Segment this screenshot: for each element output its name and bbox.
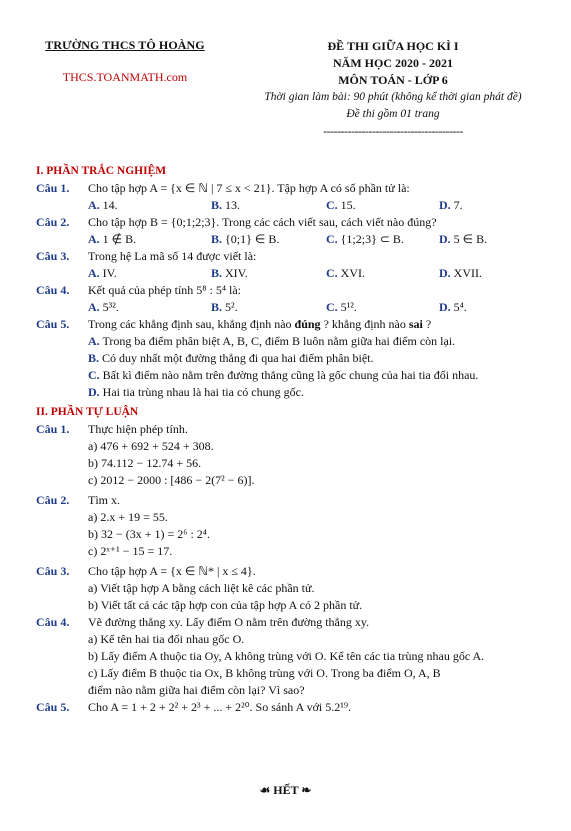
option-letter: C. xyxy=(326,198,338,212)
question-label: Câu 2. xyxy=(36,493,70,507)
option-letter: A. xyxy=(88,232,100,246)
question-text: Cho tập hợp B = {0;1;2;3}. Trong các cách viết sau, cách viết nào đúng? xyxy=(88,215,437,229)
question-label: Câu 5. xyxy=(36,700,70,714)
sub-item: điểm nào nằm giữa hai điểm còn lại? Vì sao? xyxy=(88,683,305,697)
exam-title: ĐỀ THI GIỮA HỌC KÌ I xyxy=(327,39,459,53)
option-letter: D. xyxy=(439,300,451,314)
mc-options-3 xyxy=(36,265,551,282)
word-false: sai xyxy=(408,317,423,331)
question-text: Trong hệ La mã số 14 được viết là: xyxy=(88,249,257,263)
statement-d xyxy=(36,384,551,401)
sub-item: b) 74.112 − 12.74 + 56. xyxy=(88,456,202,470)
sub-item: b) Lấy điểm A thuộc tia Oy, A không trùng với O. Kể tên các tia trùng nhau gốc A. xyxy=(88,649,485,663)
option-letter: C. xyxy=(326,266,338,280)
option-letter: D. xyxy=(439,266,451,280)
option-letter: C. xyxy=(88,368,100,382)
option-letter: B. xyxy=(211,232,223,246)
question-label: Câu 3. xyxy=(36,249,70,263)
question-label: Câu 4. xyxy=(36,615,70,629)
word-true: đúng xyxy=(294,317,321,331)
option-text: 5⁴. xyxy=(453,300,467,314)
statement-b xyxy=(36,350,551,367)
essay-question-5 xyxy=(36,699,551,716)
question-label: Câu 1. xyxy=(36,181,70,195)
essay-question-4 xyxy=(36,614,551,631)
question-text xyxy=(36,316,551,333)
question-text-part: Trong các khẳng định sau, khẳng định nào xyxy=(88,317,295,331)
question-text: Thực hiện phép tính. xyxy=(88,422,188,436)
question-text: Vẽ đường thẳng xy. Lấy điểm O nằm trên đường thẳng xy. xyxy=(88,615,370,629)
question-label: Câu 1. xyxy=(36,422,70,436)
option-text: 15. xyxy=(340,198,356,212)
option-text: 5¹². xyxy=(340,300,357,314)
question-label: Câu 3. xyxy=(36,564,70,578)
option-c xyxy=(326,265,365,282)
essay-question-3 xyxy=(36,563,551,580)
option-text: {0;1} ∈ B. xyxy=(225,232,280,246)
option-text: IV. xyxy=(102,266,117,280)
option-b xyxy=(211,265,248,282)
mc-question-1 xyxy=(36,180,551,197)
statement-text: Hai tia trùng nhau là hai tia có chung gốc. xyxy=(102,385,304,399)
option-a xyxy=(88,231,136,248)
option-text: 14. xyxy=(102,198,118,212)
question-text: Kết quả của phép tính 5⁸ : 5⁴ là: xyxy=(88,283,241,297)
statement-c xyxy=(36,367,551,384)
option-letter: D. xyxy=(439,198,451,212)
option-letter: B. xyxy=(211,266,223,280)
option-b xyxy=(211,299,238,316)
sub-item: a) 2.x + 19 = 55. xyxy=(88,510,168,524)
ornament-left-icon: ☙ xyxy=(259,783,271,797)
sub-item: a) 476 + 692 + 524 + 308. xyxy=(88,439,214,453)
header-left xyxy=(30,38,220,85)
subject-title: MÔN TOÁN - LỚP 6 xyxy=(338,73,448,87)
time-note: Thời gian làm bài: 90 phút (không kể thời gian phát đề) xyxy=(264,91,522,103)
option-text: 1 ∉ B. xyxy=(102,232,137,246)
option-d xyxy=(439,299,467,316)
option-text: {1;2;3} ⊂ B. xyxy=(340,232,404,246)
question-text: Tìm x. xyxy=(88,493,120,507)
option-letter: A. xyxy=(88,300,100,314)
sub-item: b) 32 − (3x + 1) = 2⁶ : 2⁴. xyxy=(88,527,210,541)
question-label: Câu 4. xyxy=(36,283,70,297)
option-letter: A. xyxy=(88,198,100,212)
sub-item: c) 2012 − 2000 : [486 − 2(7² − 6)]. xyxy=(88,473,255,487)
header-divider: ---------------------------------------- xyxy=(323,124,463,138)
question-text: Cho tập hợp A = {x ∈ ℕ | 7 ≤ x < 21}. Tập hợp A có số phần tử là: xyxy=(88,181,410,195)
pages-note: Đề thi gồm 01 trang xyxy=(346,108,440,120)
question-text-part: ? xyxy=(422,317,432,331)
option-c xyxy=(326,231,404,248)
option-text: XIV. xyxy=(225,266,248,280)
sub-item: c) Lấy điểm B thuộc tia Ox, B không trùng với O. Trong ba điểm O, A, B xyxy=(88,666,441,680)
option-a xyxy=(88,299,119,316)
exam-content xyxy=(36,163,551,716)
mc-question-4 xyxy=(36,282,551,299)
header-right xyxy=(238,38,548,140)
mc-options-1 xyxy=(36,197,551,214)
option-letter: D. xyxy=(439,232,451,246)
option-a xyxy=(88,265,117,282)
option-text: 5². xyxy=(225,300,238,314)
question-text-part: ? khẳng định nào xyxy=(320,317,409,331)
statement-text: Bất kì điểm nào nằm trên đường thẳng cũng là gốc chung của hai tia đối nhau. xyxy=(102,368,479,382)
essay-question-2 xyxy=(36,492,551,509)
option-c xyxy=(326,299,357,316)
option-letter: A. xyxy=(88,266,100,280)
statement-text: Có duy nhất một đường thẳng đi qua hai điểm phân biệt. xyxy=(102,351,374,365)
website-label: THCS.TOANMATH.com xyxy=(62,70,188,84)
sub-item: c) 2ˣ⁺¹ − 15 = 17. xyxy=(88,544,173,558)
statement-a xyxy=(36,333,551,350)
school-year: NĂM HỌC 2020 - 2021 xyxy=(333,56,453,70)
option-text: XVII. xyxy=(453,266,482,280)
option-letter: A. xyxy=(88,334,100,348)
option-letter: C. xyxy=(326,300,338,314)
option-c xyxy=(326,197,356,214)
option-d xyxy=(439,265,482,282)
option-letter: D. xyxy=(88,385,100,399)
option-letter: B. xyxy=(211,300,223,314)
question-text: Cho tập hợp A = {x ∈ ℕ* | x ≤ 4}. xyxy=(88,564,256,578)
section-essay-title: II. PHẦN TỰ LUẬN xyxy=(36,406,139,418)
mc-question-2 xyxy=(36,214,551,231)
option-text: 5³². xyxy=(102,300,119,314)
option-letter: C. xyxy=(326,232,338,246)
option-d xyxy=(439,231,487,248)
statement-text: Trong ba điểm phân biệt A, B, C, điểm B luôn nằm giữa hai điểm còn lại. xyxy=(102,334,456,348)
option-text: 5 ∈ B. xyxy=(453,232,488,246)
option-letter: B. xyxy=(88,351,100,365)
question-text: Cho A = 1 + 2 + 2² + 2³ + ... + 2²⁰. So sánh A với 5.2¹⁹. xyxy=(88,700,352,714)
question-label: Câu 2. xyxy=(36,215,70,229)
question-label: Câu 5. xyxy=(36,317,70,331)
option-text: 13. xyxy=(225,198,241,212)
mc-question-5 xyxy=(36,316,551,333)
ornament-right-icon: ❧ xyxy=(301,783,312,797)
school-name: TRƯỜNG THCS TÔ HOÀNG xyxy=(45,38,205,52)
option-letter: B. xyxy=(211,198,223,212)
sub-item: a) Viết tập hợp A bằng cách liệt kê các phần tử. xyxy=(88,581,315,595)
end-marker xyxy=(0,783,571,798)
option-text: XVI. xyxy=(340,266,365,280)
option-b xyxy=(211,231,279,248)
option-text: 7. xyxy=(453,198,463,212)
mc-options-2 xyxy=(36,231,551,248)
mc-question-3 xyxy=(36,248,551,265)
option-d xyxy=(439,197,463,214)
option-b xyxy=(211,197,240,214)
sub-item: b) Viết tất cả các tập hợp con của tập hợp A có 2 phần tử. xyxy=(88,598,363,612)
section-multiple-choice-title: I. PHẦN TRẮC NGHIỆM xyxy=(36,165,167,177)
option-a xyxy=(88,197,118,214)
sub-item: a) Kể tên hai tia đối nhau gốc O. xyxy=(88,632,245,646)
essay-question-1 xyxy=(36,421,551,438)
mc-options-4 xyxy=(36,299,551,316)
end-text: HẾT xyxy=(273,783,299,797)
